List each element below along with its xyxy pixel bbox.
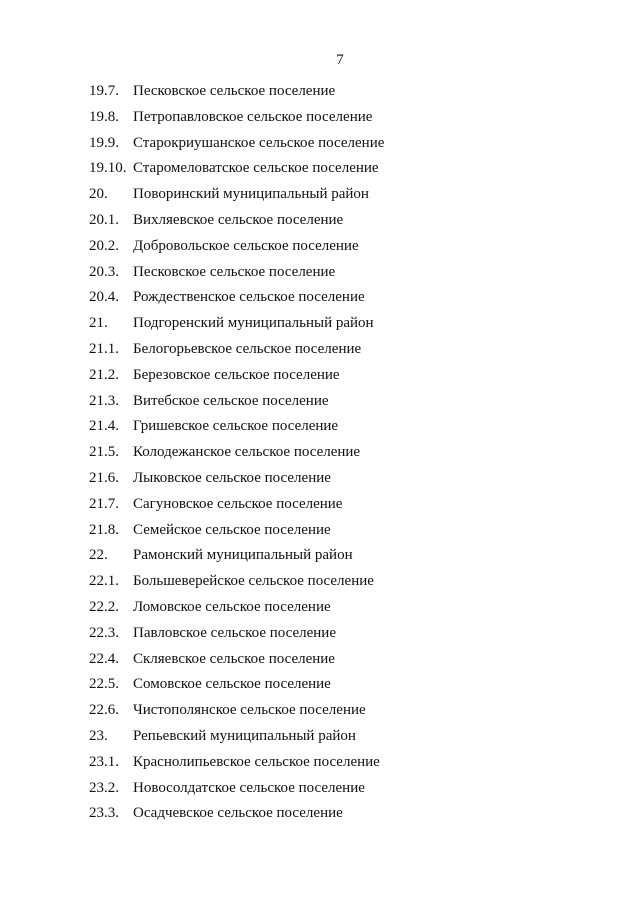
item-text: Репьевский муниципальный район: [133, 727, 356, 744]
list-item: [89, 106, 609, 132]
district-heading: [89, 312, 609, 338]
item-text: Петропавловское сельское поселение: [133, 108, 373, 125]
item-number: 21.8.: [89, 521, 119, 538]
list-item: [89, 286, 609, 312]
item-number: 23.: [89, 727, 108, 744]
item-text: Сомовское сельское поселение: [133, 676, 331, 693]
item-number: 21.4.: [89, 418, 119, 435]
list-item: [89, 338, 609, 364]
list-item: [89, 261, 609, 287]
item-text: Белогорьевское сельское поселение: [133, 340, 362, 357]
item-number: 22.4.: [89, 650, 119, 667]
item-number: 21.3.: [89, 392, 119, 409]
list-item: [89, 751, 609, 777]
item-text: Гришевское сельское поселение: [133, 418, 339, 435]
item-text: Рождественское сельское поселение: [133, 289, 365, 306]
list-item: [89, 441, 609, 467]
list-item: [89, 570, 609, 596]
item-text: Поворинский муниципальный район: [133, 186, 369, 203]
list-item: [89, 235, 609, 261]
item-text: Подгоренский муниципальный район: [133, 315, 374, 332]
item-number: 23.1.: [89, 753, 119, 770]
district-heading: [89, 544, 609, 570]
page-number: 7: [336, 52, 344, 68]
list-item: [89, 802, 609, 828]
item-number: 19.9.: [89, 134, 119, 151]
item-text: Ломовское сельское поселение: [133, 598, 331, 615]
item-number: 20.1.: [89, 211, 119, 228]
list-item: [89, 157, 609, 183]
item-text: Песковское сельское поселение: [133, 83, 336, 99]
item-text: Добровольское сельское поселение: [133, 237, 359, 254]
list-item: [89, 648, 609, 674]
item-number: 22.6.: [89, 702, 119, 719]
item-text: Семейское сельское поселение: [133, 521, 331, 538]
item-text: Старокриушанское сельское поселение: [133, 134, 385, 151]
item-number: 20.2.: [89, 237, 119, 254]
item-number: 20.4.: [89, 289, 119, 306]
list-item: [89, 673, 609, 699]
item-text: Краснолипьевское сельское поселение: [133, 753, 380, 770]
list-item: [89, 622, 609, 648]
item-text: Сагуновское сельское поселение: [133, 495, 343, 512]
item-number: 19.7.: [89, 83, 119, 99]
item-number: 21.5.: [89, 444, 119, 461]
item-text: Витебское сельское поселение: [133, 392, 329, 409]
item-text: Рамонский муниципальный район: [133, 547, 353, 564]
list-item: [89, 467, 609, 493]
item-number: 23.3.: [89, 805, 119, 822]
item-text: Песковское сельское поселение: [133, 263, 336, 280]
settlement-list: [89, 80, 609, 828]
list-item: [89, 80, 609, 106]
item-number: 21.6.: [89, 469, 119, 486]
item-number: 21.2.: [89, 366, 119, 383]
item-text: Чистополянское сельское поселение: [133, 702, 366, 719]
item-text: Колодежанское сельское поселение: [133, 444, 361, 461]
item-text: Павловское сельское поселение: [133, 624, 336, 641]
list-item: [89, 364, 609, 390]
item-number: 22.5.: [89, 676, 119, 693]
list-item: [89, 519, 609, 545]
item-number: 20.3.: [89, 263, 119, 280]
list-item: [89, 132, 609, 158]
item-number: 22.: [89, 547, 108, 564]
item-number: 22.2.: [89, 598, 119, 615]
list-item: [89, 493, 609, 519]
list-item: [89, 699, 609, 725]
item-text: Скляевское сельское поселение: [133, 650, 335, 667]
item-number: 21.1.: [89, 340, 119, 357]
item-number: 22.3.: [89, 624, 119, 641]
item-number: 23.2.: [89, 779, 119, 796]
item-text: Березовское сельское поселение: [133, 366, 340, 383]
item-text: Большеверейское сельское поселение: [133, 573, 374, 590]
item-number: 20.: [89, 186, 108, 203]
district-heading: [89, 725, 609, 751]
item-text: Осадчевское сельское поселение: [133, 805, 343, 822]
item-number: 21.7.: [89, 495, 119, 512]
district-heading: [89, 183, 609, 209]
item-number: 19.8.: [89, 108, 119, 125]
list-item: [89, 596, 609, 622]
list-item: [89, 415, 609, 441]
item-text: Старомеловатское сельское поселение: [133, 160, 379, 177]
item-number: 22.1.: [89, 573, 119, 590]
item-text: Вихляевское сельское поселение: [133, 211, 344, 228]
list-item: [89, 209, 609, 235]
list-item: [89, 390, 609, 416]
item-number: 19.10.: [89, 160, 127, 177]
item-text: Новосолдатское сельское поселение: [133, 779, 365, 796]
item-number: 21.: [89, 315, 108, 332]
item-text: Лыковское сельское поселение: [133, 469, 331, 486]
list-item: [89, 777, 609, 803]
